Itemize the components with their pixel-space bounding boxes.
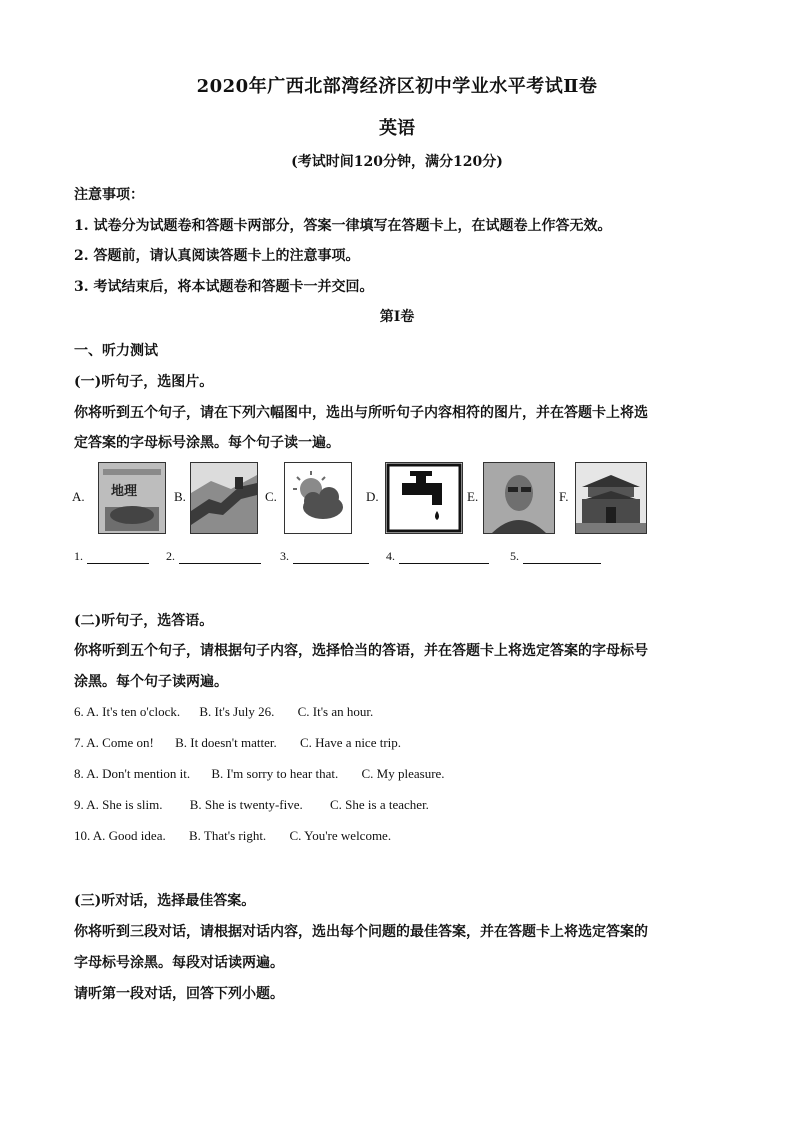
picture-label: F. bbox=[559, 489, 569, 504]
notice-item: 2. 答题前，请认真阅读答题卡上的注意事项。 bbox=[74, 248, 360, 264]
answer-blank[interactable] bbox=[386, 549, 489, 564]
question-item bbox=[74, 766, 445, 782]
answer-blank[interactable] bbox=[280, 549, 369, 564]
option-a[interactable]: 6. A. It's ten o'clock. bbox=[74, 704, 181, 719]
picture-label: B. bbox=[174, 489, 186, 504]
notice-heading: 注意事项： bbox=[74, 187, 144, 203]
answer-blank[interactable] bbox=[510, 549, 601, 564]
blank-number: 3. bbox=[280, 549, 289, 563]
option-b[interactable]: B. That's right. bbox=[188, 828, 267, 843]
question-item bbox=[74, 828, 391, 844]
dialogue-prompt: 请听第一段对话，回答下列小题。 bbox=[74, 986, 284, 1002]
book-cover-caption: 地理 bbox=[111, 484, 138, 499]
blank-line bbox=[293, 551, 369, 564]
picture-label: C. bbox=[265, 489, 277, 504]
option-c[interactable]: C. You're welcome. bbox=[289, 828, 392, 843]
part-instructions: 字母标号涂黑。每段对话读两遍。 bbox=[74, 955, 284, 971]
tiananmen-image bbox=[575, 462, 647, 534]
notice-item: 1. 试卷分为试题卷和答题卡两部分，答案一律填写在答题卡上，在试题卷上作答无效。 bbox=[74, 218, 612, 234]
picture-label: A. bbox=[72, 489, 85, 504]
option-a[interactable]: 9. A. She is slim. bbox=[74, 797, 163, 812]
sun-cloud-icon bbox=[284, 462, 352, 534]
part-instructions: 定答案的字母标号涂黑。每个句子读一遍。 bbox=[74, 435, 340, 451]
notice-item: 3. 考试结束后，将本试题卷和答题卡一并交回。 bbox=[74, 279, 374, 295]
answer-blank[interactable] bbox=[166, 549, 261, 564]
part-heading: (三)听对话，选择最佳答案。 bbox=[74, 893, 256, 909]
part-instructions: 你将听到五个句子，请在下列六幅图中，选出与所听句子内容相符的图片，并在答题卡上将选 bbox=[74, 405, 648, 421]
blank-line bbox=[523, 551, 601, 564]
option-a[interactable]: 7. A. Come on! bbox=[74, 735, 154, 750]
option-a[interactable]: 8. A. Don't mention it. bbox=[74, 766, 191, 781]
option-b[interactable]: B. I'm sorry to hear that. bbox=[211, 766, 339, 781]
portrait-image bbox=[483, 462, 555, 534]
exam-title: 2020年广西北部湾经济区初中学业水平考试Ⅱ卷 bbox=[196, 76, 598, 97]
question-item bbox=[74, 735, 401, 751]
part-instructions: 你将听到三段对话，请根据对话内容，选出每个问题的最佳答案，并在答题卡上将选定答案的 bbox=[74, 924, 648, 940]
great-wall-image bbox=[190, 462, 258, 534]
question-item bbox=[74, 797, 429, 813]
option-a[interactable]: 10. A. Good idea. bbox=[74, 828, 166, 843]
part-instructions: 涂黑。每个句子读两遍。 bbox=[74, 674, 228, 690]
picture-label: D. bbox=[366, 489, 379, 504]
book-cover-image bbox=[98, 462, 166, 534]
option-c[interactable]: C. It's an hour. bbox=[297, 704, 374, 719]
option-b[interactable]: B. It's July 26. bbox=[199, 704, 275, 719]
option-c[interactable]: C. Have a nice trip. bbox=[299, 735, 402, 750]
option-b[interactable]: B. It doesn't matter. bbox=[175, 735, 277, 750]
time-note: (考试时间120分钟，满分120分) bbox=[291, 154, 503, 170]
picture-label: E. bbox=[467, 489, 479, 504]
blank-number: 1. bbox=[74, 549, 83, 563]
part-heading: (一)听句子，选图片。 bbox=[74, 374, 214, 390]
water-tap-icon bbox=[385, 462, 463, 534]
option-c[interactable]: C. My pleasure. bbox=[361, 766, 445, 781]
blank-line bbox=[179, 551, 261, 564]
blank-number: 2. bbox=[166, 549, 175, 563]
blank-number: 5. bbox=[510, 549, 519, 563]
subject-title: 英语 bbox=[379, 118, 415, 139]
blank-line bbox=[87, 551, 149, 564]
part-instructions: 你将听到五个句子，请根据句子内容，选择恰当的答语，并在答题卡上将选定答案的字母标号 bbox=[74, 643, 648, 659]
question-item bbox=[74, 704, 373, 720]
part-heading: (二)听句子，选答语。 bbox=[74, 613, 214, 629]
blank-line bbox=[399, 551, 489, 564]
volume-title: 第Ⅰ卷 bbox=[379, 309, 415, 325]
section-heading: 一、听力测试 bbox=[74, 343, 158, 359]
option-b[interactable]: B. She is twenty-five. bbox=[189, 797, 303, 812]
blank-number: 4. bbox=[386, 549, 395, 563]
option-c[interactable]: C. She is a teacher. bbox=[330, 797, 429, 812]
answer-blank[interactable] bbox=[74, 549, 149, 564]
